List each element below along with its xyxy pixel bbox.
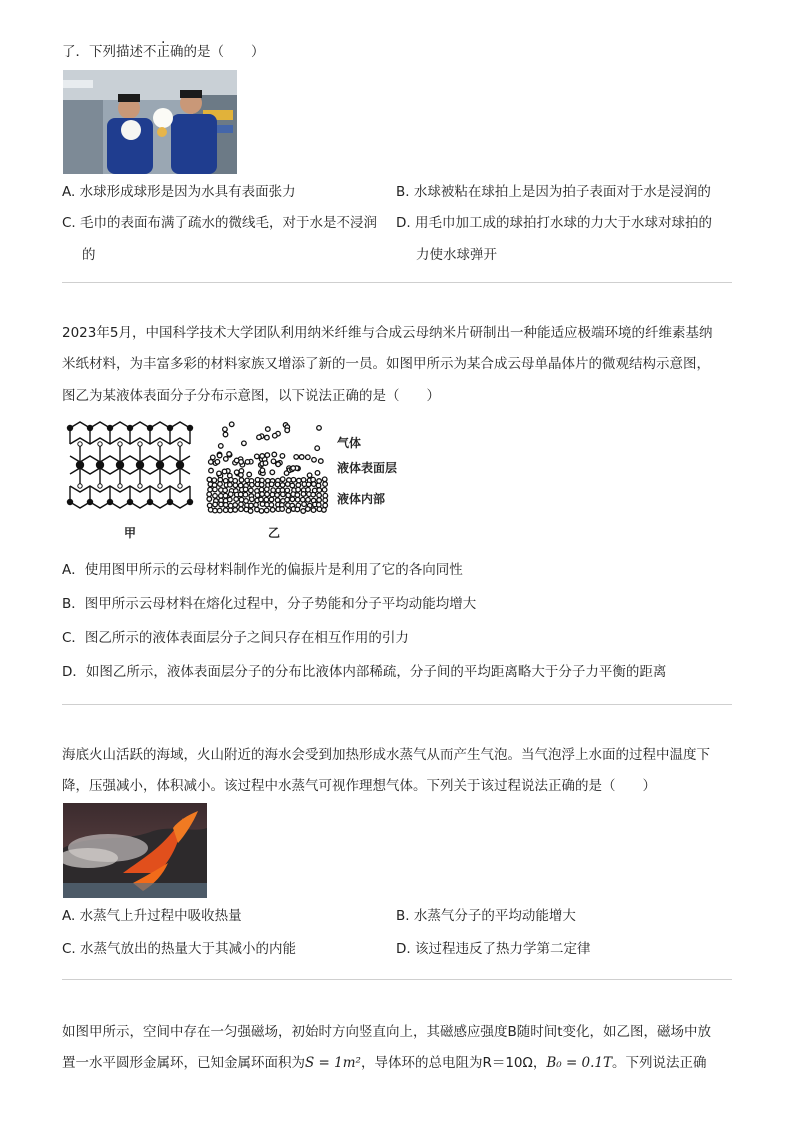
molecule-dot xyxy=(285,482,290,487)
molecule-dot xyxy=(312,458,317,463)
molecule-dot xyxy=(260,492,265,497)
molecule-dot xyxy=(299,455,304,460)
q3-option-d: D. 该过程违反了热力学第二定律 xyxy=(396,941,591,957)
q4-stem-line1: 如图甲所示，空间中存在一匀强磁场，初始时方向竖直向上，其磁感应强度B随时间t变化，如乙图，磁场中放 xyxy=(62,1024,712,1040)
molecule-dot xyxy=(222,469,227,474)
molecule-dot xyxy=(270,492,275,497)
molecule-dot xyxy=(291,466,296,471)
molecule-dot xyxy=(265,453,270,458)
molecule-dot xyxy=(259,483,264,488)
molecule-dot xyxy=(306,507,311,512)
molecule-dot xyxy=(213,487,218,492)
molecule-dot xyxy=(323,498,328,503)
molecule-dot xyxy=(311,508,316,513)
molecule-dot xyxy=(263,461,268,466)
molecule-dot xyxy=(239,502,244,507)
molecule-dot xyxy=(317,507,322,512)
molecule-dot xyxy=(243,487,248,492)
molecule-dot xyxy=(280,507,285,512)
molecule-dot xyxy=(264,497,269,502)
q2-option-a: A．使用图甲所示的云母材料制作光的偏振片是利用了它的各向同性 xyxy=(62,562,463,578)
molecule-dot xyxy=(284,471,289,476)
molecule-dot xyxy=(295,507,300,512)
figure-label-yi: 乙 xyxy=(268,526,281,540)
molecule-dot xyxy=(234,497,239,502)
molecule-dot xyxy=(275,482,280,487)
q4-text-c: 。下列说法正确 xyxy=(612,1055,707,1071)
molecule-dot xyxy=(260,468,265,473)
molecule-dot xyxy=(211,455,216,460)
q2-option-d: D．如图乙所示，液体表面层分子的分布比液体内部稀疏，分子间的平均距离略大于分子力平衡的距离 xyxy=(62,664,667,680)
molecule-dot xyxy=(224,503,229,508)
molecule-dot xyxy=(281,492,286,497)
molecule-dot xyxy=(228,483,233,488)
molecule-dot xyxy=(255,493,260,498)
molecule-dot xyxy=(259,497,264,502)
figure-label-surface-layer: 液体表面层 xyxy=(337,461,398,475)
molecule-dot xyxy=(247,472,252,477)
molecule-dot xyxy=(296,487,301,492)
molecule-dot xyxy=(233,503,238,508)
molecule-dot xyxy=(243,492,248,497)
molecule-dot xyxy=(217,508,222,513)
divider xyxy=(62,282,732,283)
molecule-dot xyxy=(219,444,224,449)
molecule-dot xyxy=(295,493,300,498)
molecule-dot xyxy=(239,478,244,483)
molecule-dot xyxy=(294,455,299,460)
divider xyxy=(62,704,732,705)
molecule-dot xyxy=(306,455,311,460)
molecule-dot xyxy=(219,502,224,507)
molecule-dot xyxy=(316,483,321,488)
q1-option-c-line1: C. 毛巾的表面布满了疏水的微线毛，对于水是不浸润 xyxy=(62,215,378,231)
q2-option-c: C．图乙所示的液体表面层分子之间只存在相互作用的引力 xyxy=(62,630,409,646)
liquid-surface-figure xyxy=(206,420,332,520)
molecule-dot xyxy=(264,508,269,513)
figure-label-gas: 气体 xyxy=(337,436,362,450)
molecule-dot xyxy=(322,477,327,482)
molecule-dot xyxy=(286,508,291,513)
molecule-dot xyxy=(306,498,311,503)
molecule-dot xyxy=(244,499,249,504)
molecule-dot xyxy=(209,468,214,473)
q3-option-c: C. 水蒸气放出的热量大于其减小的内能 xyxy=(62,941,297,957)
q1-stem-emphasis: 不正确 xyxy=(143,44,184,60)
molecule-dot xyxy=(302,502,307,507)
molecule-dot xyxy=(285,428,290,433)
molecule-dot xyxy=(269,482,274,487)
q1-stem-suffix: 的是（ ） xyxy=(183,44,265,60)
q1-option-a: A. 水球形成球形是因为水具有表面张力 xyxy=(62,184,296,200)
molecule-dot xyxy=(223,508,228,513)
molecule-dot xyxy=(217,471,222,476)
molecule-dot xyxy=(218,482,223,487)
molecule-dot xyxy=(269,497,274,502)
molecule-dot xyxy=(301,509,306,514)
molecule-dot xyxy=(223,493,228,498)
mica-structure-figure xyxy=(66,418,198,518)
molecule-dot xyxy=(239,507,244,512)
molecule-dot xyxy=(228,497,233,502)
molecule-dot xyxy=(213,494,218,499)
molecule-dot xyxy=(207,497,212,502)
molecule-dot xyxy=(266,427,271,432)
molecule-dot xyxy=(213,508,218,513)
molecule-dot xyxy=(270,470,275,475)
molecule-dot xyxy=(306,482,311,487)
q3-stem-line1: 海底火山活跃的海域，火山附近的海水会受到加热形成水蒸气从而产生气泡。当气泡浮上水面的过程中温度下 xyxy=(62,747,710,763)
q3-option-b: B. 水蒸气分子的平均动能增大 xyxy=(396,908,576,924)
molecule-dot xyxy=(311,492,316,497)
molecule-dot xyxy=(259,509,264,514)
molecule-dot xyxy=(213,502,218,507)
molecule-dot xyxy=(290,483,295,488)
molecule-dot xyxy=(265,435,270,440)
figure-label-liquid-interior: 液体内部 xyxy=(337,492,386,506)
q2-stem-line3: 图乙为某液体表面分子分布示意图，以下说法正确的是（ ） xyxy=(62,388,440,404)
q1-option-b: B. 水球被粘在球拍上是因为拍子表面对于水是浸润的 xyxy=(396,184,711,200)
molecule-dot xyxy=(233,508,238,513)
q1-stem xyxy=(62,44,265,60)
molecule-dot xyxy=(224,457,229,462)
molecule-dot xyxy=(280,483,285,488)
q3-stem-line2: 降，压强减小，体积减小。该过程中水蒸气可视作理想气体。下列关于该过程说法正确的是（ ） xyxy=(62,778,656,794)
molecule-dot xyxy=(212,478,217,483)
molecule-dot xyxy=(297,478,302,483)
molecule-dot xyxy=(323,482,328,487)
molecule-dot xyxy=(280,454,285,459)
molecule-dot xyxy=(217,453,222,458)
molecule-dot xyxy=(223,427,228,432)
molecule-dot xyxy=(323,493,328,498)
molecule-dot xyxy=(250,497,255,502)
molecule-dot xyxy=(257,435,262,440)
molecule-dot xyxy=(265,492,270,497)
molecule-dot xyxy=(249,488,254,493)
molecule-dot xyxy=(233,483,238,488)
molecule-dot xyxy=(269,503,274,508)
molecule-dot xyxy=(254,503,259,508)
molecule-dot xyxy=(207,492,212,497)
q1-option-c-line2: 的 xyxy=(82,247,96,263)
astronaut-photo xyxy=(63,70,237,174)
q1-stem-prefix: 了．下列描述 xyxy=(62,44,143,60)
q4-text-a: 置一水平圆形金属环，已知金属环面积为 xyxy=(62,1055,305,1071)
molecule-dot xyxy=(285,488,290,493)
molecule-dot xyxy=(270,508,275,513)
q2-stem-line2: 米纸材料，为丰富多彩的材料家族又增添了新的一员。如图甲所示为某合成云母单晶体片的微观结构示意图， xyxy=(62,356,710,372)
molecule-dot xyxy=(260,454,265,459)
molecule-dot xyxy=(291,478,296,483)
volcano-photo xyxy=(63,803,207,898)
molecule-dot xyxy=(276,462,281,467)
molecule-dot xyxy=(208,487,213,492)
molecule-dot xyxy=(219,494,224,499)
molecule-dot xyxy=(280,477,285,482)
q1-option-d-line2: 力使水球弹开 xyxy=(416,247,497,263)
q2-option-b: B．图甲所示云母材料在熔化过程中，分子势能和分子平均动能均增大 xyxy=(62,596,477,612)
molecule-dot xyxy=(228,492,233,497)
molecule-dot xyxy=(312,482,317,487)
molecule-dot xyxy=(319,459,324,464)
molecule-dot xyxy=(275,493,280,498)
molecule-dot xyxy=(285,497,290,502)
molecule-dot xyxy=(239,460,244,465)
divider xyxy=(62,979,732,980)
molecule-dot xyxy=(317,493,322,498)
molecule-dot xyxy=(273,433,278,438)
molecule-dot xyxy=(234,470,239,475)
molecule-dot xyxy=(229,422,234,427)
q4-stem-line2 xyxy=(62,1055,707,1071)
molecule-dot xyxy=(315,446,320,451)
molecule-dot xyxy=(317,479,322,484)
molecule-dot xyxy=(248,509,253,514)
molecule-dot xyxy=(238,492,243,497)
molecule-dot xyxy=(315,471,320,476)
molecule-dot xyxy=(215,460,220,465)
molecule-dot xyxy=(249,503,254,508)
molecule-dot xyxy=(272,452,277,457)
molecule-dot xyxy=(255,454,260,459)
molecule-dot xyxy=(223,488,228,493)
molecule-dot xyxy=(207,477,212,482)
molecule-dot xyxy=(295,497,300,502)
q3-option-a: A. 水蒸气上升过程中吸收热量 xyxy=(62,908,242,924)
molecule-dot xyxy=(228,503,233,508)
molecule-dot xyxy=(322,488,327,493)
molecule-dot xyxy=(322,508,327,513)
q4-text-b: ，导体环的总电阻为R＝10Ω， xyxy=(360,1055,547,1071)
molecule-dot xyxy=(227,452,232,457)
molecule-dot xyxy=(307,473,312,478)
molecule-dot xyxy=(296,483,301,488)
molecule-dot xyxy=(265,487,270,492)
b0-formula: B₀ = 0.1T xyxy=(546,1055,613,1071)
q2-stem-line1: 2023年5月，中国科学技术大学团队利用纳米纤维与合成云母纳米片研制出一种能适应极端环境的纤维素基纳 xyxy=(62,325,713,341)
molecule-dot xyxy=(290,497,295,502)
molecule-dot xyxy=(317,426,322,431)
molecule-dot xyxy=(245,460,250,465)
molecule-dot xyxy=(317,488,322,493)
molecule-dot xyxy=(301,492,306,497)
area-formula: S = 1m² xyxy=(305,1055,361,1071)
molecule-dot xyxy=(228,508,233,513)
molecule-dot xyxy=(317,498,322,503)
molecule-dot xyxy=(242,441,247,446)
molecule-dot xyxy=(223,432,228,437)
figure-label-jia: 甲 xyxy=(124,526,137,540)
molecule-dot xyxy=(250,483,255,488)
q1-option-d-line1: D. 用毛巾加工成的球拍打水球的力大于水球对球拍的 xyxy=(396,215,712,231)
